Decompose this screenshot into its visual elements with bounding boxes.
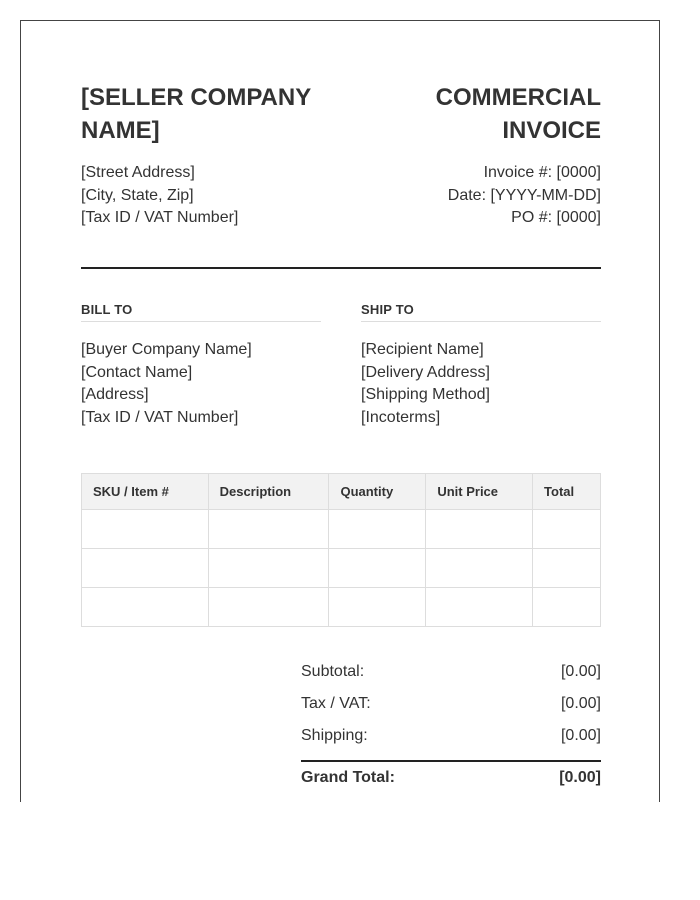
recipient-name: [Recipient Name] bbox=[361, 341, 484, 358]
buyer-contact-name: [Contact Name] bbox=[81, 363, 193, 381]
table-cell bbox=[82, 549, 209, 588]
ship-to-lines bbox=[361, 339, 601, 429]
invoice-number: Invoice #: [0000] bbox=[483, 164, 601, 181]
tax-label: Tax / VAT: bbox=[301, 695, 371, 712]
table-cell bbox=[208, 588, 329, 627]
table-header-row bbox=[82, 474, 601, 510]
subtotal-label: Subtotal: bbox=[301, 663, 365, 680]
column-header-sku: SKU / Item # bbox=[82, 474, 209, 510]
seller-tax-id: [Tax ID / VAT Number] bbox=[81, 209, 239, 226]
shipping-value: [0.00] bbox=[560, 727, 601, 744]
grand-total-row bbox=[301, 760, 601, 794]
invoice-date: Date: [YYYY-MM-DD] bbox=[447, 186, 601, 204]
subtotal-row bbox=[301, 656, 601, 688]
delivery-address: [Delivery Address] bbox=[361, 363, 490, 381]
invoice-sheet bbox=[20, 20, 660, 802]
bill-to-heading: BILL TO bbox=[81, 302, 321, 322]
ship-to-heading: SHIP TO bbox=[361, 302, 601, 322]
table-cell bbox=[533, 510, 601, 549]
table-cell bbox=[329, 588, 426, 627]
table-cell bbox=[533, 549, 601, 588]
table-cell bbox=[208, 549, 329, 588]
table-cell bbox=[426, 510, 533, 549]
table-cell bbox=[533, 588, 601, 627]
table-cell bbox=[426, 588, 533, 627]
tax-row bbox=[301, 688, 601, 720]
invoice-meta-block bbox=[448, 162, 601, 230]
column-header-description: Description bbox=[208, 474, 329, 510]
shipping-label: Shipping: bbox=[301, 727, 368, 744]
bill-to-lines bbox=[81, 339, 321, 429]
table-cell bbox=[426, 549, 533, 588]
shipping-row bbox=[301, 720, 601, 752]
tax-value: [0.00] bbox=[560, 695, 601, 712]
table-row bbox=[82, 588, 601, 627]
bill-to-section bbox=[81, 302, 321, 429]
buyer-address: [Address] bbox=[81, 386, 149, 403]
incoterms: [Incoterms] bbox=[361, 408, 441, 426]
document-title: COMMERCIAL INVOICE bbox=[435, 84, 601, 144]
shipping-method: [Shipping Method] bbox=[361, 386, 490, 403]
header-divider bbox=[81, 267, 601, 269]
column-header-total: Total bbox=[533, 474, 601, 510]
table-cell bbox=[82, 510, 209, 549]
table-row bbox=[82, 510, 601, 549]
buyer-tax-id: [Tax ID / VAT Number] bbox=[81, 408, 239, 426]
line-items-table bbox=[81, 473, 601, 627]
grand-total-value: [0.00] bbox=[559, 769, 601, 786]
seller-address-block bbox=[81, 162, 238, 230]
table-cell bbox=[82, 588, 209, 627]
invoice-header bbox=[81, 81, 601, 241]
seller-company-name: [SELLER COMPANY NAME] bbox=[81, 84, 311, 144]
po-number: PO #: [0000] bbox=[511, 209, 601, 226]
grand-total-label: Grand Total: bbox=[301, 769, 395, 786]
buyer-company-name: [Buyer Company Name] bbox=[81, 341, 252, 358]
seller-street-address: [Street Address] bbox=[81, 164, 195, 181]
table-row bbox=[82, 549, 601, 588]
column-header-unit-price: Unit Price bbox=[426, 474, 533, 510]
column-header-quantity: Quantity bbox=[329, 474, 426, 510]
subtotal-value: [0.00] bbox=[560, 663, 601, 680]
table-cell bbox=[208, 510, 329, 549]
table-cell bbox=[329, 549, 426, 588]
seller-city-state-zip: [City, State, Zip] bbox=[81, 186, 194, 204]
totals-block bbox=[301, 656, 601, 794]
ship-to-section bbox=[361, 302, 601, 429]
table-cell bbox=[329, 510, 426, 549]
